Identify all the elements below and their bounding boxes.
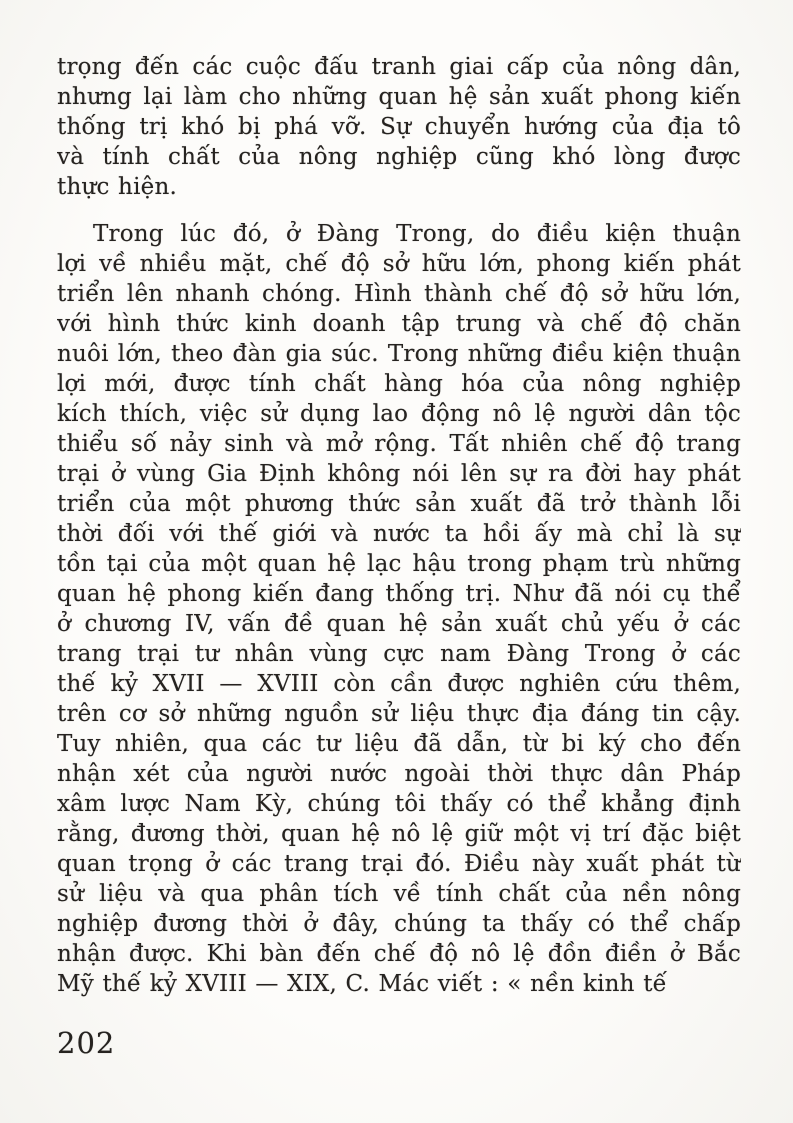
text-line: kích thích, việc sử dụng lao động nô lệ người dân tộc	[57, 401, 741, 427]
text-line: nuôi lớn, theo đàn gia súc. Trong những điều kiện thuận	[57, 341, 741, 367]
text-line: thống trị khó bị phá vỡ. Sự chuyển hướng của địa tô	[57, 114, 741, 140]
text-line: thiểu số nảy sinh và mở rộng. Tất nhiên chế độ trang	[57, 431, 741, 457]
text-block	[57, 52, 741, 999]
text-line: trên cơ sở những nguồn sử liệu thực địa đáng tin cậy.	[57, 701, 741, 727]
text-line: Trong lúc đó, ở Đàng Trong, do điều kiện thuận	[93, 221, 741, 247]
paragraph-2	[57, 219, 741, 999]
text-line: tồn tại của một quan hệ lạc hậu trong phạm trù những	[57, 551, 741, 577]
text-line: và tính chất của nông nghiệp cũng khó lòng được	[57, 144, 741, 170]
text-line: quan hệ phong kiến đang thống trị. Như đã nói cụ thể	[57, 581, 741, 607]
text-line: Tuy nhiên, qua các tư liệu đã dẫn, từ bi ký cho đến	[57, 731, 741, 757]
page-number: 202	[57, 1026, 116, 1060]
text-line: nghiệp đương thời ở đây, chúng ta thấy có thể chấp	[57, 911, 741, 937]
text-line: trang trại tư nhân vùng cực nam Đàng Trong ở các	[57, 641, 741, 667]
text-line: nhận xét của người nước ngoài thời thực dân Pháp	[57, 761, 741, 787]
text-line: nhận được. Khi bàn đến chế độ nô lệ đồn điền ở Bắc	[57, 941, 741, 967]
text-line: Mỹ thế kỷ XVIII — XIX, C. Mác viết : « nền kinh tế	[57, 971, 667, 997]
text-line: với hình thức kinh doanh tập trung và chế độ chăn	[57, 311, 741, 337]
text-line: nhưng lại làm cho những quan hệ sản xuất phong kiến	[57, 84, 741, 110]
text-line: xâm lược Nam Kỳ, chúng tôi thấy có thể khẳng định	[57, 791, 741, 817]
text-line: lợi mới, được tính chất hàng hóa của nông nghiệp	[57, 371, 741, 397]
paragraph-1	[57, 52, 741, 202]
text-line: thời đối với thế giới và nước ta hồi ấy mà chỉ là sự	[57, 521, 741, 547]
text-line: thế kỷ XVII — XVIII còn cần được nghiên cứu thêm,	[57, 671, 741, 697]
text-line: trọng đến các cuộc đấu tranh giai cấp của nông dân,	[57, 54, 741, 80]
text-line: lợi về nhiều mặt, chế độ sở hữu lớn, phong kiến phát	[57, 251, 741, 277]
text-line: sử liệu và qua phân tích về tính chất của nền nông	[57, 881, 741, 907]
text-line: thực hiện.	[57, 174, 177, 200]
text-line: triển của một phương thức sản xuất đã trở thành lỗi	[57, 491, 741, 517]
text-line: rằng, đương thời, quan hệ nô lệ giữ một vị trí đặc biệt	[57, 821, 741, 847]
text-line: quan trọng ở các trang trại đó. Điều này xuất phát từ	[57, 851, 741, 877]
text-line: trại ở vùng Gia Định không nói lên sự ra đời hay phát	[57, 461, 741, 487]
text-line: triển lên nhanh chóng. Hình thành chế độ sở hữu lớn,	[57, 281, 741, 307]
text-line: ở chương IV, vấn đề quan hệ sản xuất chủ yếu ở các	[57, 611, 741, 637]
